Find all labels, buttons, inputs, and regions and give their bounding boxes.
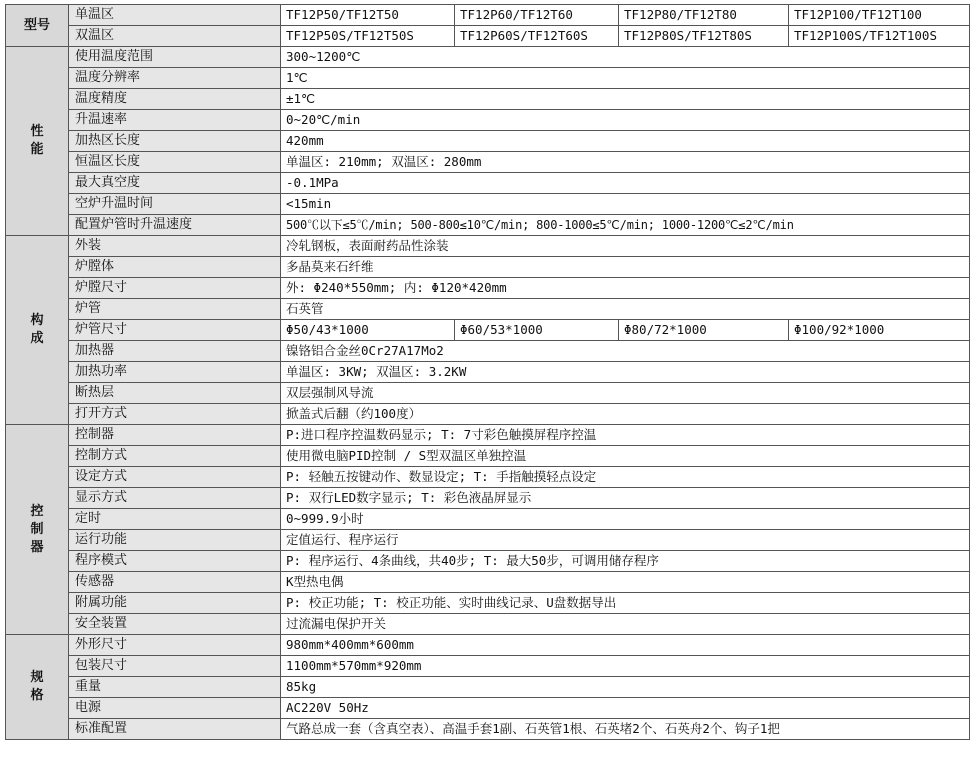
row-value: 石英管 (281, 299, 970, 320)
row-label: 炉膛尺寸 (69, 278, 281, 299)
row-label: 加热区长度 (69, 131, 281, 152)
row-value: 气路总成一套（含真空表）、高温手套1副、石英管1根、石英堵2个、石英舟2个、钩子1把 (281, 719, 970, 740)
row-label: 外装 (69, 236, 281, 257)
table-row (6, 257, 970, 278)
row-label: 运行功能 (69, 530, 281, 551)
table-row (6, 467, 970, 488)
model-cell: TF12P100S/TF12T100S (789, 26, 970, 47)
row-value: 0~20℃/min (281, 110, 970, 131)
table-row (6, 404, 970, 425)
row-label: 炉管 (69, 299, 281, 320)
row-value: 双层强制风导流 (281, 383, 970, 404)
row-label: 电源 (69, 698, 281, 719)
row-value: K型热电偶 (281, 572, 970, 593)
section-title-performance (6, 47, 69, 236)
row-value: 0~999.9小时 (281, 509, 970, 530)
row-label: 显示方式 (69, 488, 281, 509)
section-title-char: 规 (30, 670, 44, 685)
section-title-specs (6, 635, 69, 740)
row-label: 包装尺寸 (69, 656, 281, 677)
table-row (6, 383, 970, 404)
row-label: 炉管尺寸 (69, 320, 281, 341)
tube-size-cell: Φ80/72*1000 (619, 320, 789, 341)
row-value: <15min (281, 194, 970, 215)
row-label: 双温区 (69, 26, 281, 47)
model-cell: TF12P100/TF12T100 (789, 5, 970, 26)
table-row (6, 236, 970, 257)
row-value: 500℃以下≤5℃/min; 500-800≤10℃/min; 800-1000≤5℃/min; 1000-1200℃≤2℃/min (281, 215, 970, 236)
row-value: 掀盖式后翻（约100度） (281, 404, 970, 425)
section-title-controller (6, 425, 69, 635)
table-row (6, 341, 970, 362)
row-label: 安全装置 (69, 614, 281, 635)
row-label: 标准配置 (69, 719, 281, 740)
model-section-title: 型号 (6, 5, 69, 47)
row-value: 外: Φ240*550mm; 内: Φ120*420mm (281, 278, 970, 299)
row-label: 配置炉管时升温速度 (69, 215, 281, 236)
row-value: 1℃ (281, 68, 970, 89)
row-label: 温度分辨率 (69, 68, 281, 89)
row-value: ±1℃ (281, 89, 970, 110)
row-label: 加热功率 (69, 362, 281, 383)
section-title-char: 性 (30, 124, 44, 139)
table-row (6, 299, 970, 320)
model-row-dual (6, 26, 970, 47)
row-value: P: 轻触五按键动作、数显设定; T: 手指触摸轻点设定 (281, 467, 970, 488)
spec-table (5, 4, 970, 740)
row-label: 附属功能 (69, 593, 281, 614)
row-label: 使用温度范围 (69, 47, 281, 68)
table-row (6, 194, 970, 215)
row-label: 定时 (69, 509, 281, 530)
tube-size-cell: Φ50/43*1000 (281, 320, 455, 341)
row-value: 单温区: 3KW; 双温区: 3.2KW (281, 362, 970, 383)
table-row (6, 698, 970, 719)
row-value: AC220V 50Hz (281, 698, 970, 719)
table-row (6, 68, 970, 89)
table-row (6, 530, 970, 551)
row-label: 单温区 (69, 5, 281, 26)
table-row (6, 110, 970, 131)
row-value: 300~1200℃ (281, 47, 970, 68)
row-value: 过流漏电保护开关 (281, 614, 970, 635)
tube-size-cell: Φ60/53*1000 (455, 320, 619, 341)
section-title-construction (6, 236, 69, 425)
table-row (6, 551, 970, 572)
table-row (6, 47, 970, 68)
row-value: 单温区: 210mm; 双温区: 280mm (281, 152, 970, 173)
row-value: -0.1MPa (281, 173, 970, 194)
row-label: 重量 (69, 677, 281, 698)
table-row (6, 509, 970, 530)
table-row (6, 635, 970, 656)
row-label: 炉膛体 (69, 257, 281, 278)
row-label: 打开方式 (69, 404, 281, 425)
table-row (6, 131, 970, 152)
table-row (6, 278, 970, 299)
model-cell: TF12P50/TF12T50 (281, 5, 455, 26)
model-cell: TF12P50S/TF12T50S (281, 26, 455, 47)
section-title-char: 构 (30, 313, 44, 328)
table-row (6, 215, 970, 236)
row-value: 冷轧钢板，表面耐药品性涂装 (281, 236, 970, 257)
row-value: 多晶莫来石纤维 (281, 257, 970, 278)
table-row (6, 614, 970, 635)
table-row (6, 152, 970, 173)
row-label: 温度精度 (69, 89, 281, 110)
table-row (6, 320, 970, 341)
row-value: 使用微电脑PID控制 / S型双温区单独控温 (281, 446, 970, 467)
row-label: 升温速率 (69, 110, 281, 131)
row-label: 设定方式 (69, 467, 281, 488)
model-cell: TF12P80/TF12T80 (619, 5, 789, 26)
table-row (6, 89, 970, 110)
model-cell: TF12P60S/TF12T60S (455, 26, 619, 47)
row-label: 传感器 (69, 572, 281, 593)
section-title-char: 成 (30, 331, 44, 346)
table-row (6, 425, 970, 446)
section-title-char: 能 (30, 142, 44, 157)
row-value: P: 双行LED数字显示; T: 彩色液晶屏显示 (281, 488, 970, 509)
row-value: 1100mm*570mm*920mm (281, 656, 970, 677)
section-title-char: 控 (30, 503, 44, 519)
section-title-char: 器 (30, 539, 44, 555)
model-cell: TF12P60/TF12T60 (455, 5, 619, 26)
table-row (6, 362, 970, 383)
section-title-char: 格 (30, 688, 44, 703)
row-label: 恒温区长度 (69, 152, 281, 173)
row-label: 控制器 (69, 425, 281, 446)
row-value: 85kg (281, 677, 970, 698)
row-label: 断热层 (69, 383, 281, 404)
table-row (6, 593, 970, 614)
row-label: 加热器 (69, 341, 281, 362)
row-value: 420mm (281, 131, 970, 152)
row-value: 980mm*400mm*600mm (281, 635, 970, 656)
section-title-char: 制 (30, 521, 44, 537)
table-row (6, 572, 970, 593)
row-value: 镍铬铝合金丝0Cr27A17Mo2 (281, 341, 970, 362)
row-label: 程序模式 (69, 551, 281, 572)
table-row (6, 656, 970, 677)
row-value: P: 校正功能; T: 校正功能、实时曲线记录、U盘数据导出 (281, 593, 970, 614)
row-value: P:进口程序控温数码显示; T: 7寸彩色触摸屏程序控温 (281, 425, 970, 446)
row-value: P: 程序运行、4条曲线，共40步; T: 最大50步，可调用储存程序 (281, 551, 970, 572)
model-row-single (6, 5, 970, 26)
table-row (6, 446, 970, 467)
row-label: 最大真空度 (69, 173, 281, 194)
table-row (6, 677, 970, 698)
table-row (6, 488, 970, 509)
tube-size-cell: Φ100/92*1000 (789, 320, 970, 341)
table-row (6, 173, 970, 194)
model-cell: TF12P80S/TF12T80S (619, 26, 789, 47)
row-value: 定值运行、程序运行 (281, 530, 970, 551)
row-label: 空炉升温时间 (69, 194, 281, 215)
row-label: 控制方式 (69, 446, 281, 467)
table-row (6, 719, 970, 740)
row-label: 外形尺寸 (69, 635, 281, 656)
